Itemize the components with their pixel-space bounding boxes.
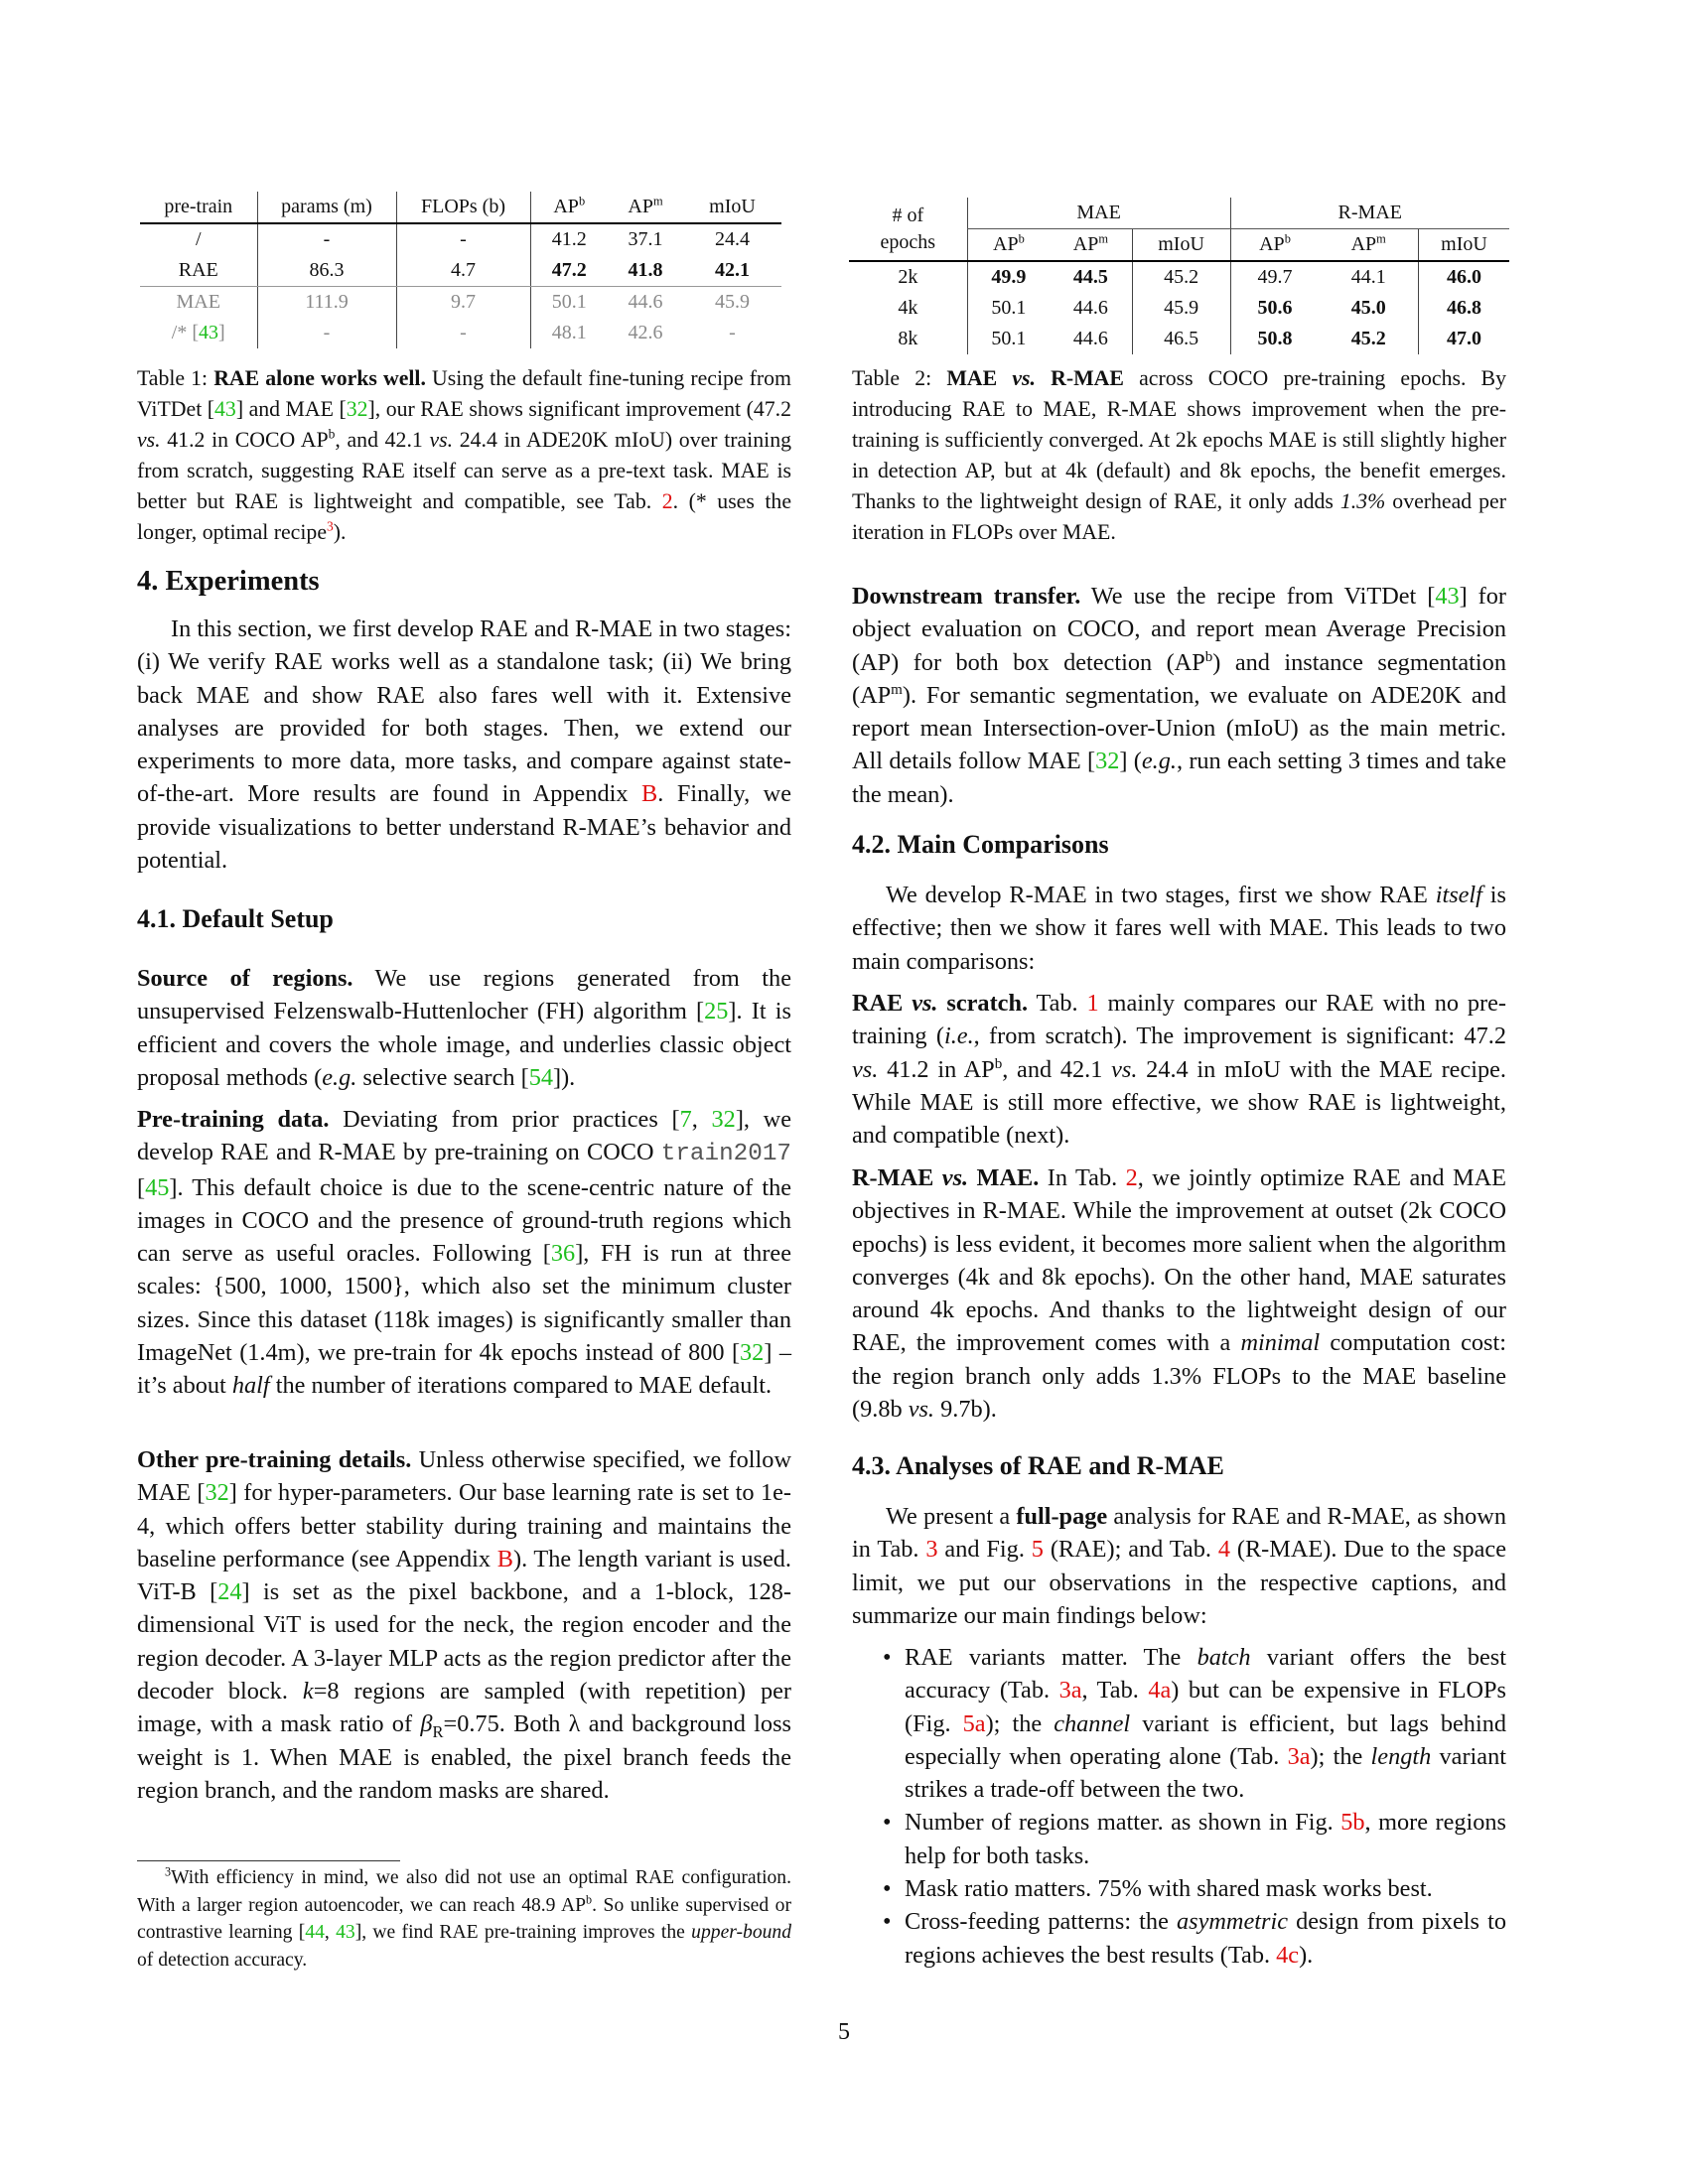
table-ref-link[interactable]: 3 xyxy=(925,1536,938,1564)
table-cell: 47.0 xyxy=(1418,324,1509,354)
paragraph-rmae-vs-mae: R-MAE vs. MAE. In Tab. 2, we jointly optimize RAE and MAE objectives in R-MAE. While the improvement at outset (2k COCO epochs) is less evident, it becomes more salient when the algorithm converges (4k and 8k epochs). On the other hand, MAE saturates around 4k epochs. And thanks to the lightweight design of our RAE, the improvement comes with a minimal computation cost: the region branch only adds 1.3% FLOPs to the MAE baseline (9.8b vs. 9.7b). xyxy=(852,1164,1506,1424)
citation-link[interactable]: 45 xyxy=(145,1173,170,1201)
table-cell: 49.7 xyxy=(1230,261,1319,293)
header-cell: FLOPs (b) xyxy=(396,192,530,223)
table-cell: 46.0 xyxy=(1418,261,1509,293)
table-cell: - xyxy=(257,318,396,348)
table-cell: - xyxy=(257,223,396,255)
table-cell: - xyxy=(729,322,736,343)
table-cell: 24.4 xyxy=(715,228,750,250)
table-cell: 46.8 xyxy=(1418,293,1509,324)
table-cell: 47.2 xyxy=(530,255,608,287)
table-cell: 37.1 xyxy=(628,228,663,250)
citation-link[interactable]: 7 xyxy=(679,1106,692,1133)
table-cell: 4.7 xyxy=(396,255,530,287)
header-cell: $AP^m$ xyxy=(608,192,683,223)
table-cell: 44.6 xyxy=(628,291,663,313)
table-cell: 49.9 xyxy=(967,261,1050,293)
table-cell: 45.9 xyxy=(715,291,750,313)
dataset-name: train2017 xyxy=(660,1141,791,1168)
header-cell: $AP^b$ xyxy=(1230,229,1319,262)
header-cell: # of epochs xyxy=(849,198,967,261)
table-cell: 41.8 xyxy=(608,255,683,287)
citation-link[interactable]: 43 xyxy=(336,1922,355,1944)
table-cell: 45.0 xyxy=(1350,297,1386,319)
bullet-icon: • xyxy=(883,1809,892,1837)
table-ref-link[interactable]: 4c xyxy=(1276,1941,1300,1969)
citation-link[interactable]: 43 xyxy=(1435,583,1460,610)
figure-ref-link[interactable]: 5a xyxy=(962,1709,986,1737)
header-cell: mIoU xyxy=(1132,229,1230,262)
table-cell: 50.1 xyxy=(967,324,1050,354)
table-row xyxy=(140,223,781,255)
table-row xyxy=(849,261,1509,293)
section-title: 4. Experiments xyxy=(137,566,320,597)
paragraph-pre-training-data: Pre-training data. Deviating from prior practices [7, 32], we develop RAE and R-MAE by pre-training on COCO train2017 [45]. This default choice is due to the scene-centric nature of the images in COCO and the presence of ground-truth regions which can serve as useful oracles. Following [36], FH is run at three scales: {500, 1000, 1500}, which also set the minimum cluster sizes. Since this dataset (118k images) is significantly smaller than ImageNet (1.4m), we pre-train for 4k epochs instead of 800 [32] – it’s about half the number of iterations compared to MAE default. xyxy=(137,1106,791,1400)
list-item: • Number of regions matter. as shown in Fig. 5b, more regions help for both tasks. xyxy=(852,1806,1506,1872)
table-cell: 44.6 xyxy=(1072,328,1108,349)
subsection-title: 4.2. Main Comparisons xyxy=(852,830,1109,859)
header-cell: params (m) xyxy=(257,192,396,223)
paragraph-other-details: Other pre-training details. Unless otherwise specified, we follow MAE [32] for hyper-parameters. Our base learning rate is set to 1e-4, which offers better stability during training and maintains the baseline performance (see Appendix B). The length variant is used. ViT-B [24] is set as the pixel backbone, and a 1-block, 128-dimensional ViT is used for the neck, the region encoder and the region decoder. A 3-layer MLP acts as the region predictor after the decoder block. k=8 regions are sampled (with repetition) per image, with a mask ratio of $\beta_R=0.75$. Both λ and background loss weight is 1. When MAE is enabled, the pixel branch feeds the region branch, and the random masks are shared. xyxy=(137,1446,792,1804)
footnote-rule xyxy=(137,1860,400,1861)
citation-link[interactable]: 32 xyxy=(205,1479,229,1507)
list-item: • Cross-feeding patterns: the asymmetric design from pixels to regions achieves the best results (Tab. 4c). xyxy=(852,1905,1506,1972)
paragraph-source-of-regions: Source of regions. We use regions generated from the unsupervised Felzenswalb-Huttenlocher (FH) algorithm [25]. It is efficient and covers the whole image, and underlies classic object proposal methods (e.g. selective search [54]). xyxy=(137,965,791,1091)
figure-ref-link[interactable]: 5 xyxy=(1031,1536,1044,1564)
table-cell: 44.6 xyxy=(1072,297,1108,319)
table-cell: 42.1 xyxy=(683,255,781,287)
table-ref-link[interactable]: 2 xyxy=(661,488,673,513)
table-ref-link[interactable]: 3a xyxy=(1058,1677,1082,1705)
findings-list xyxy=(852,1641,1506,1972)
table-ref-link[interactable]: 3a xyxy=(1287,1742,1311,1770)
table-2 xyxy=(852,198,1506,354)
table-cell: 50.6 xyxy=(1230,293,1319,324)
table-row xyxy=(849,324,1509,354)
header-cell: mIoU xyxy=(1418,229,1509,262)
table-cell: - xyxy=(396,223,530,255)
table-2-caption: Table 2: MAE vs. R-MAE across COCO pre-training epochs. By introducing RAE to MAE, R-MAE shows improvement when the pre-training is sufficiently converged. At 2k epochs MAE is still slightly higher in detection AP, but at 4k (default) and 8k epochs, the benefit emerges. Thanks to the lightweight design of RAE, it only adds 1.3% overhead per iteration in FLOPs over MAE. xyxy=(852,366,1506,544)
table-cell: 86.3 xyxy=(257,255,396,287)
table-cell: 44.5 xyxy=(1072,266,1108,288)
table-ref-link[interactable]: 2 xyxy=(1125,1164,1138,1191)
table-cell: 4k xyxy=(898,297,918,319)
citation-link[interactable]: 32 xyxy=(711,1106,736,1133)
table-1-header xyxy=(140,192,781,223)
table-cell: / xyxy=(195,228,202,250)
citation-link[interactable]: 43 xyxy=(214,396,236,421)
table-cell: 46.5 xyxy=(1132,324,1230,354)
section-4-intro: In this section, we first develop RAE and R-MAE in two stages: (i) We verify RAE works well as a standalone task; (ii) We bring back MAE and show RAE also fares well with it. Extensive analyses are provided for both stages. Then, we extend our experiments to more data, more tasks, and compare against state-of-the-art. More results are found in Appendix B. Finally, we provide visualizations to better understand R-MAE’s behavior and potential. xyxy=(137,615,791,875)
header-cell: MAE xyxy=(967,198,1230,229)
footnote: $^3$With efficiency in mind, we also did not use an optimal RAE configuration. With a larger region autoencoder, we can reach 48.9 $AP^b$. So unlike supervised or contrastive learning [44, 43], we find RAE pre-training improves the upper-bound of detection accuracy. xyxy=(137,1864,792,1971)
table-row xyxy=(140,255,781,287)
appendix-link[interactable]: B xyxy=(496,1545,513,1572)
citation-link[interactable]: 24 xyxy=(217,1578,242,1606)
citation-link[interactable]: 32 xyxy=(1095,748,1120,775)
table-cell: 44.1 xyxy=(1350,266,1386,288)
header-cell: $AP^m$ xyxy=(1350,231,1386,255)
paragraph-rae-vs-scratch: RAE vs. scratch. Tab. 1 mainly compares our RAE with no pre-training (i.e., from scratch). The improvement is significant: 47.2 vs. 41.2 in $AP^b$, and 42.1 vs. 24.4 in mIoU with the MAE recipe. While MAE is still more effective, we show RAE is lightweight, and compatible (next). xyxy=(852,990,1506,1150)
citation-link[interactable]: 32 xyxy=(346,396,368,421)
table-ref-link[interactable]: 4 xyxy=(1217,1536,1230,1564)
citation-link[interactable]: 44 xyxy=(305,1922,325,1944)
subsection-title: 4.3. Analyses of RAE and R-MAE xyxy=(852,1451,1224,1480)
table-cell: 41.2 xyxy=(530,223,608,255)
table-cell: 48.1 xyxy=(530,318,608,348)
table-cell: RAE xyxy=(140,255,257,287)
table-cell: 45.2 xyxy=(1350,328,1386,349)
citation-link[interactable]: 36 xyxy=(550,1240,576,1268)
figure-ref-link[interactable]: 5b xyxy=(1340,1809,1365,1837)
header-cell: pre-train xyxy=(140,192,257,223)
table-row xyxy=(140,318,781,348)
table-cell: /* [43] xyxy=(171,322,225,343)
appendix-link[interactable]: B xyxy=(641,780,658,808)
header-cell: $AP^b$ xyxy=(530,192,608,223)
table-cell: 50.8 xyxy=(1230,324,1319,354)
table-cell: 2k xyxy=(898,266,918,288)
list-item: • RAE variants matter. The batch variant offers the best accuracy (Tab. 3a, Tab. 4a) but can be expensive in FLOPs (Fig. 5a); the channel variant is efficient, but lags behind especially when operating alone (Tab. 3a); the length variant strikes a trade-off between the two. xyxy=(852,1641,1506,1806)
table-cell: 45.9 xyxy=(1132,293,1230,324)
bullet-icon: • xyxy=(883,1875,892,1903)
table-row xyxy=(849,293,1509,324)
table-ref-link[interactable]: 1 xyxy=(1086,990,1099,1017)
header-cell: mIoU xyxy=(683,192,781,223)
list-item: • Mask ratio matters. 75% with shared mask works best. xyxy=(852,1872,1506,1905)
table-2-group-header xyxy=(849,198,1509,229)
paragraph-downstream-transfer: Downstream transfer. We use the recipe from ViTDet [43] for object evaluation on COCO, and report mean Average Precision (AP) for both box detection $(AP^b)$ and instance segmentation $(AP^m)$. For semantic segmentation, we evaluate on ADE20K and report mean Intersection-over-Union (mIoU) as the main metric. All details follow MAE [32] (e.g., run each setting 3 times and take the mean). xyxy=(852,583,1506,808)
header-cell: R-MAE xyxy=(1230,198,1509,229)
table-cell: MAE xyxy=(176,291,220,313)
citation-link[interactable]: 32 xyxy=(740,1339,765,1367)
table-row xyxy=(140,287,781,319)
section-4-2-intro: We develop R-MAE in two stages, first we show RAE itself is effective; then we show it fares well with MAE. This leads to two main comparisons: xyxy=(852,882,1506,975)
table-cell: 111.9 xyxy=(257,287,396,319)
citation-link[interactable]: 43 xyxy=(199,322,219,343)
page-number: 5 xyxy=(838,2019,850,2045)
table-1 xyxy=(137,192,791,348)
subsection-title: 4.1. Default Setup xyxy=(137,904,334,933)
table-cell: 8k xyxy=(898,328,918,349)
table-cell: 42.6 xyxy=(628,322,663,343)
header-cell: $AP^b$ xyxy=(967,229,1050,262)
citation-link[interactable]: 54 xyxy=(528,1063,553,1091)
table-1-caption: Table 1: RAE alone works well. Using the default fine-tuning recipe from ViTDet [43] and MAE [32], our RAE shows significant improvement (47.2 vs. 41.2 in COCO $AP^b$, and 42.1 vs. 24.4 in ADE20K mIoU) over training from scratch, suggesting RAE itself can serve as a pre-text task. MAE is better but RAE is lightweight and compatible, see Tab. 2. (* uses the longer, optimal recipe$^3$). xyxy=(137,366,792,544)
table-cell: 50.1 xyxy=(967,293,1050,324)
table-cell: 50.1 xyxy=(530,287,608,319)
table-cell: 45.2 xyxy=(1132,261,1230,293)
citation-link[interactable]: 25 xyxy=(704,998,729,1025)
header-cell: $AP^m$ xyxy=(1072,231,1108,255)
bullet-icon: • xyxy=(883,1908,892,1936)
section-4-3-intro: We present a full-page analysis for RAE and R-MAE, as shown in Tab. 3 and Fig. 5 (RAE); and Tab. 4 (R-MAE). Due to the space limit, we put our observations in the respective captions, and summarize our main findings below: xyxy=(852,1503,1506,1629)
footnote-link[interactable]: 3 xyxy=(327,518,334,534)
table-cell: 9.7 xyxy=(396,287,530,319)
table-cell: - xyxy=(396,318,530,348)
table-ref-link[interactable]: 4a xyxy=(1148,1677,1172,1705)
bullet-icon: • xyxy=(883,1644,892,1671)
